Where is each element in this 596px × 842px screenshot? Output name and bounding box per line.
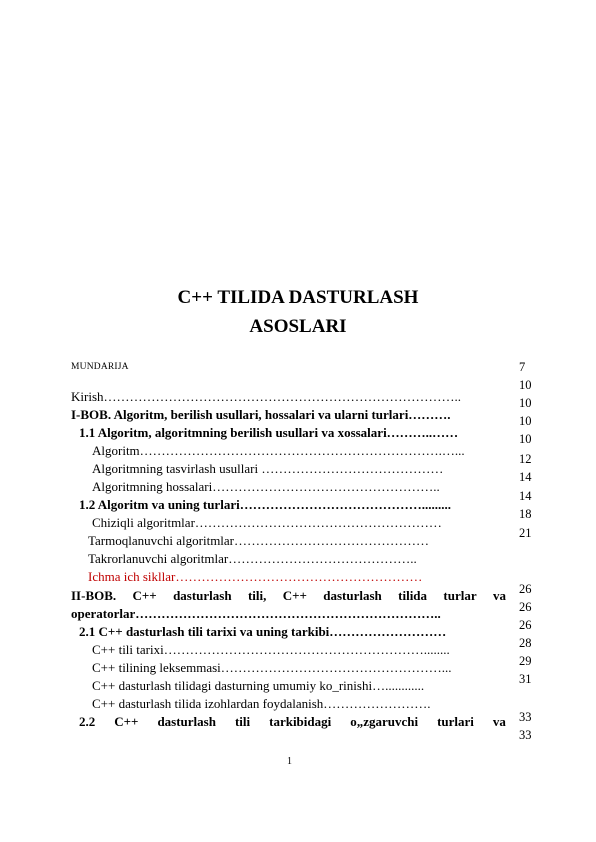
toc-page-number: 26 bbox=[519, 582, 532, 596]
toc-page-number: 31 bbox=[519, 672, 532, 686]
toc-entry-hossalari: Algoritmning hossalari…………………………………………….. bbox=[92, 479, 440, 494]
toc-word: va bbox=[492, 588, 506, 603]
toc-entry-tasvirlash-usullari: Algoritmning tasvirlash usullari …………………………………… bbox=[92, 461, 444, 476]
toc-word: tili bbox=[234, 714, 251, 729]
toc-page-number: 10 bbox=[519, 414, 532, 428]
toc-entry-chapter-2 bbox=[71, 588, 506, 604]
toc-word: C++ bbox=[114, 714, 139, 729]
toc-word: dasturlash bbox=[323, 588, 382, 603]
toc-word: tarkibidagi bbox=[269, 714, 332, 729]
toc-page-number: 14 bbox=[519, 470, 532, 484]
toc-page-number: 18 bbox=[519, 507, 532, 521]
toc-entry-chapter-1: I-BOB. Algoritm, berilish usullari, hossalari va ularni turlari………. bbox=[71, 407, 451, 422]
toc-word: va bbox=[492, 714, 506, 729]
toc-page-number: 26 bbox=[519, 600, 532, 614]
toc-word: dasturlash bbox=[173, 588, 232, 603]
toc-entry-leksemmasi: C++ tilining leksemmasi……………………………………………... bbox=[92, 660, 452, 675]
toc-word: turlari bbox=[437, 714, 474, 729]
toc-page-number: 33 bbox=[519, 710, 532, 724]
document-title-line-1: C++ TILIDA DASTURLASH bbox=[177, 287, 419, 308]
toc-word: o„zgaruvchi bbox=[350, 714, 419, 729]
toc-word: C++ bbox=[282, 588, 307, 603]
document-title-line-2: ASOSLARI bbox=[249, 316, 347, 337]
toc-page-number: 10 bbox=[519, 378, 532, 392]
toc-entry-section-1-2: 1.2 Algoritm va uning turlari……………………………………......... bbox=[79, 497, 451, 512]
contents-heading: MUNDARIJA bbox=[71, 362, 129, 372]
toc-page-number: 33 bbox=[519, 728, 532, 742]
footer-page-number: 1 bbox=[287, 756, 292, 767]
toc-word: turlar bbox=[443, 588, 477, 603]
toc-entry-chiziqli: Chiziqli algoritmlar………………………………………………… bbox=[92, 515, 442, 530]
toc-word: tilida bbox=[398, 588, 428, 603]
toc-entry-tarmoqlanuvchi: Tarmoqlanuvchi algoritmlar……………………………………… bbox=[88, 533, 430, 548]
toc-page-number: 10 bbox=[519, 396, 532, 410]
toc-entry-takrorlanuvchi: Takrorlanuvchi algoritmlar…………………………………….. bbox=[88, 551, 417, 566]
toc-entry-section-1-1: 1.1 Algoritm, algoritmning berilish usullari va xossalari………..…… bbox=[79, 425, 459, 440]
toc-page-number: 28 bbox=[519, 636, 532, 650]
toc-word: 2.2 bbox=[79, 714, 96, 729]
toc-page-number: 10 bbox=[519, 432, 532, 446]
toc-entry-algoritm: Algoritm…………………………………………………………….…... bbox=[92, 443, 465, 458]
toc-entry-kirish: Kirish……………………………………………………………………….. bbox=[71, 389, 461, 404]
toc-entry-ichma-ich-sikllar: Ichma ich sikllar………………………………………………… bbox=[88, 569, 423, 584]
toc-word: tili, bbox=[247, 588, 267, 603]
toc-entry-umumiy-korinishi: C++ dasturlash tilidagi dasturning umumiy ko_rinishi…............ bbox=[92, 678, 425, 693]
toc-page-number: 7 bbox=[519, 360, 526, 374]
toc-page-number: 21 bbox=[519, 526, 532, 540]
toc-entry-operatorlar: operatorlar…………………………………………………………….. bbox=[71, 606, 441, 621]
toc-entry-section-2-1: 2.1 C++ dasturlash tili tarixi va uning tarkibi……………………… bbox=[79, 624, 447, 639]
toc-page-number: 14 bbox=[519, 489, 532, 503]
toc-entry-section-2-2 bbox=[79, 714, 506, 730]
toc-word: II-BOB. bbox=[71, 588, 117, 603]
toc-word: dasturlash bbox=[157, 714, 216, 729]
toc-page-number: 12 bbox=[519, 452, 532, 466]
toc-word: C++ bbox=[132, 588, 157, 603]
toc-entry-izohlar: C++ dasturlash tilida izohlardan foydalanish……………………. bbox=[92, 696, 431, 711]
toc-page-number: 26 bbox=[519, 618, 532, 632]
toc-page-number: 29 bbox=[519, 654, 532, 668]
toc-entry-tili-tarixi: C++ tili tarixi……………………………………………………........ bbox=[92, 642, 450, 657]
